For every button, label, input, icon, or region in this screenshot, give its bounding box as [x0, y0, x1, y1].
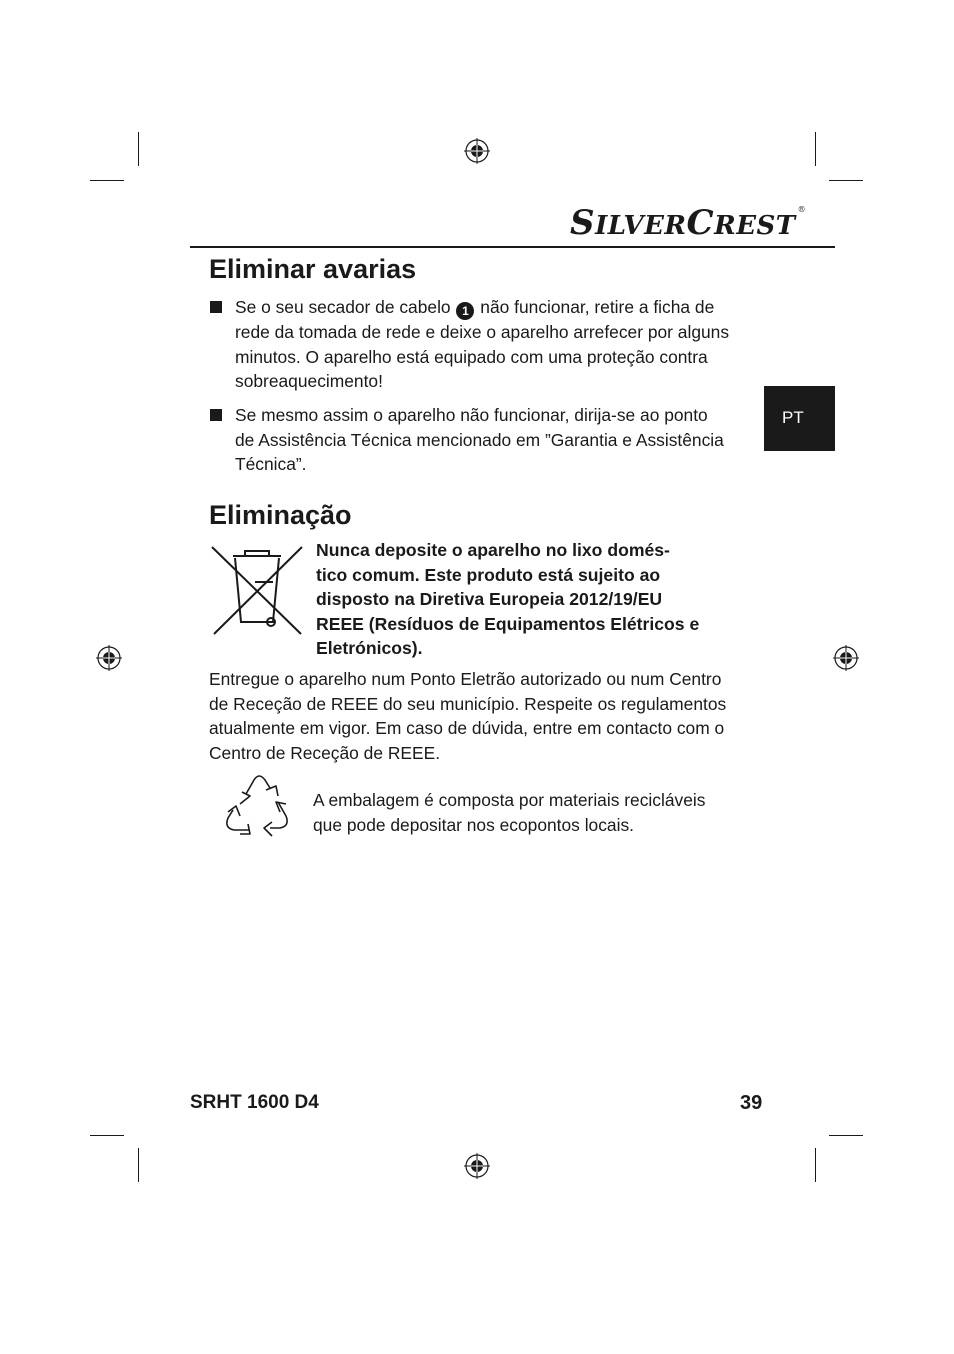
disposal-warning: Nunca deposite o aparelho no lixo domés- tico comum. Este produto está sujeito ao disposto na Diretiva Europeia 2012/19/EU REEE (Resíduos de Equipamentos Elétricos e Eletrónicos).	[316, 540, 700, 658]
section-title-disposal: Eliminação	[209, 500, 352, 530]
crop-mark-top-left-vertical	[138, 132, 139, 166]
crop-mark-bottom-left-vertical	[138, 1148, 139, 1182]
language-tab	[764, 386, 835, 451]
footer-page-number: 39	[740, 1092, 763, 1114]
recycling-icon	[220, 772, 298, 842]
crop-mark-bottom-left-horizontal	[90, 1135, 124, 1136]
section-title-troubleshooting: Eliminar avarias	[209, 254, 417, 284]
crop-mark-top-left-horizontal	[90, 180, 124, 181]
registration-mark-icon	[831, 643, 861, 673]
header-rule	[190, 246, 835, 248]
registration-mark-icon	[462, 136, 492, 166]
brand-logo: SILVERCREST®	[570, 203, 807, 243]
language-tab-label: PT	[782, 408, 804, 427]
crossed-out-wheelie-bin-icon	[209, 542, 305, 640]
registration-mark-icon	[94, 643, 124, 673]
bullet-square	[210, 409, 222, 421]
bullet-square	[210, 301, 222, 313]
crop-mark-top-right-horizontal	[829, 180, 863, 181]
disposal-body: Entregue o aparelho num Ponto Eletrão autorizado ou num Centro de Receção de REEE do seu município. Respeite os regulamentos atualmente em vigor. Em caso de dúvida, entre em contacto com o Centro de Receção de REEE.	[209, 669, 727, 763]
registration-mark-icon	[462, 1151, 492, 1181]
crop-mark-bottom-right-vertical	[815, 1148, 816, 1182]
crop-mark-top-right-vertical	[815, 132, 816, 166]
reference-number-badge: 1	[456, 302, 474, 320]
troubleshooting-bullet-2: Se mesmo assim o aparelho não funcionar, dirija-se ao ponto de Assistência Técnica mencionado em ”Garantia e Assistência Técnica”.	[235, 405, 724, 474]
crop-mark-bottom-right-horizontal	[829, 1135, 863, 1136]
footer-model-number: SRHT 1600 D4	[190, 1092, 319, 1113]
troubleshooting-bullet-1: Se o seu secador de cabelo 1 não funcionar, retire a ficha de rede da tomada de rede e deixe o aparelho arrefecer por alguns minutos. O aparelho está equipado com uma proteção contra sobreaquecimento!	[235, 297, 730, 391]
packaging-note: A embalagem é composta por materiais recicláveis que pode depositar nos ecopontos locais.	[313, 790, 706, 835]
